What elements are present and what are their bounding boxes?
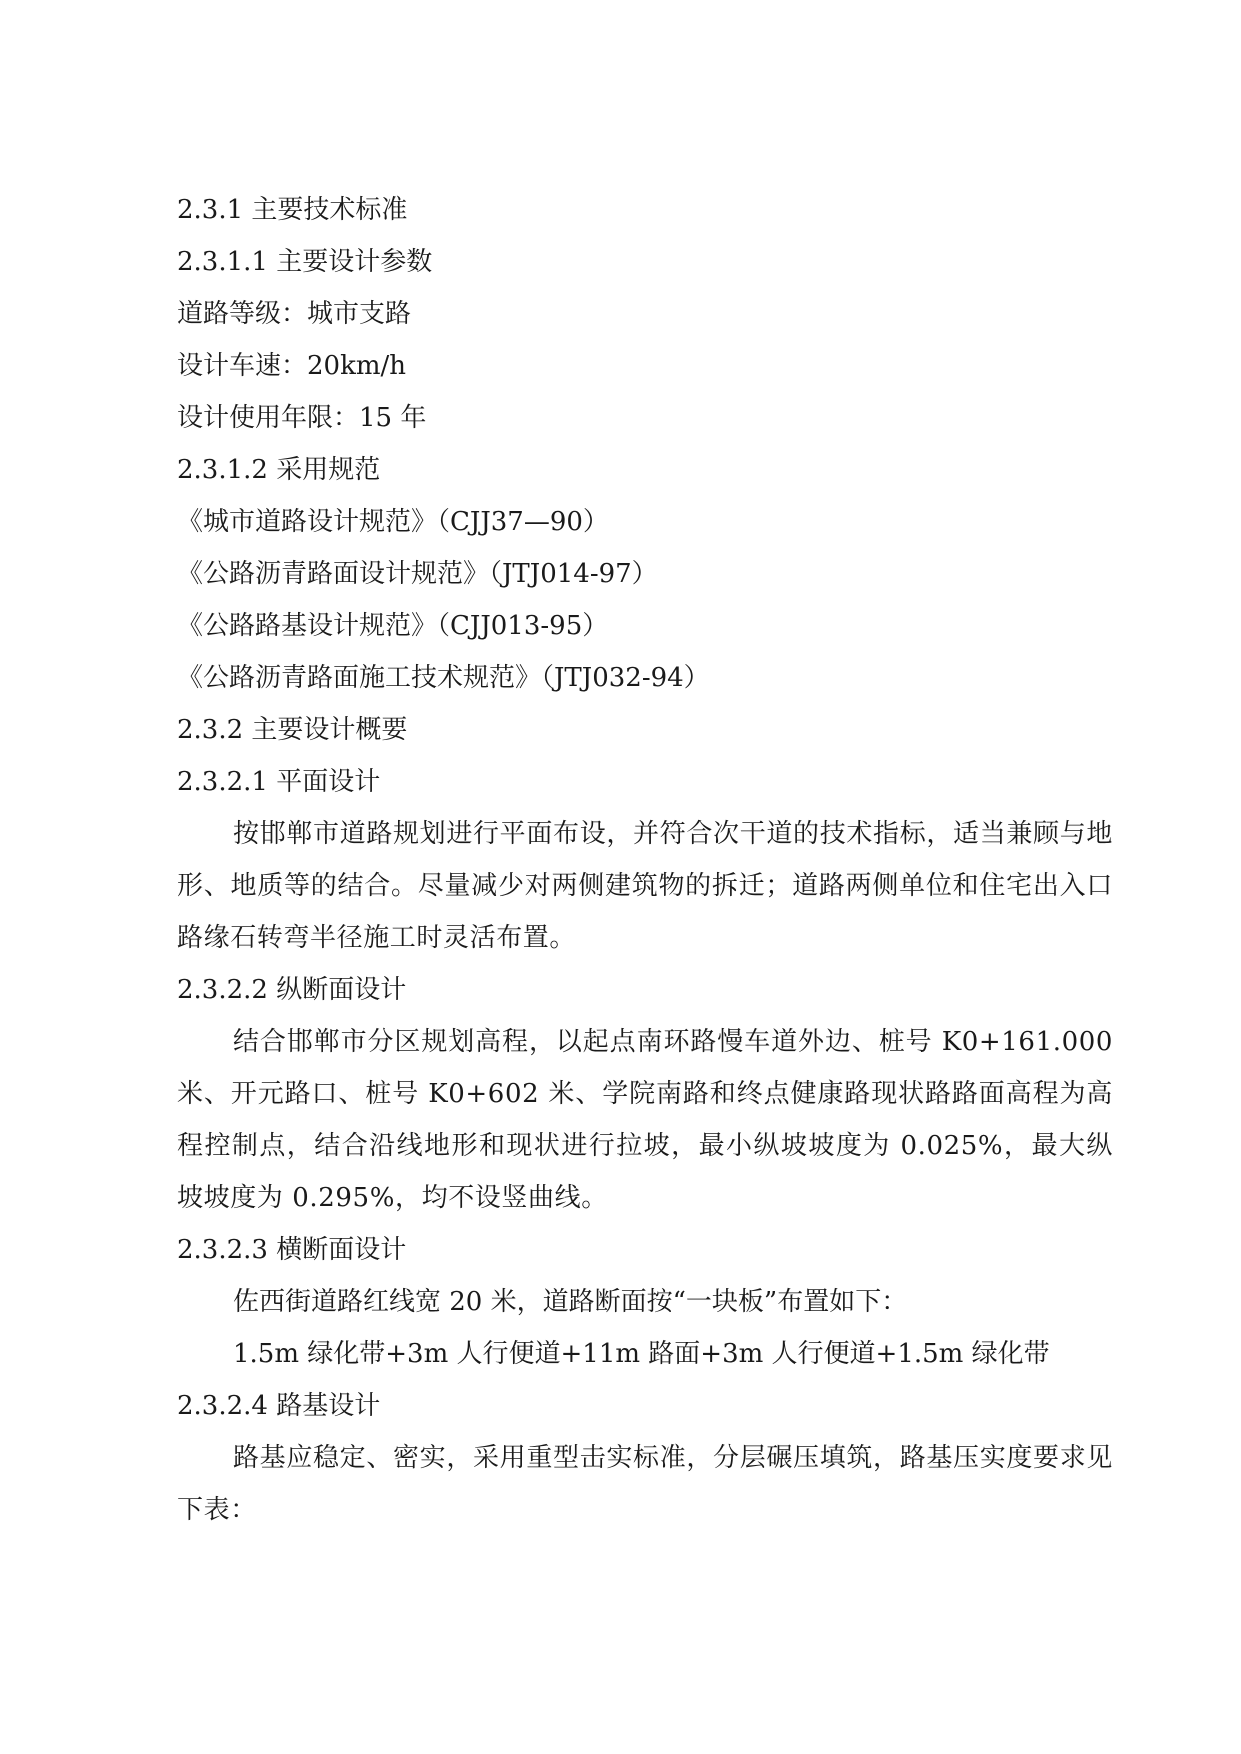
profile-design-paragraph: 结合邯郸市分区规划高程，以起点南环路慢车道外边、桩号 K0+161.000 米、开元路口、桩号 K0+602 米、学院南路和终点健康路现状路路面高程为高程控制点，结合沿线地形和现状进行拉坡，最小纵坡坡度为 0.025%，最大纵坡坡度为 0.295%，均不设竖曲线。 xyxy=(177,1027,1113,1213)
standard-item: 《公路沥青路面施工技术规范》（JTJ032-94） xyxy=(177,663,710,693)
standard-item: 《城市道路设计规范》（CJJ37—90） xyxy=(177,507,609,537)
road-grade-line: 道路等级：城市支路 xyxy=(177,299,412,329)
heading-2-3-2: 2.3.2 主要设计概要 xyxy=(177,715,408,745)
design-speed-line: 设计车速：20km/h xyxy=(177,351,406,381)
standard-item: 《公路沥青路面设计规范》（JTJ014-97） xyxy=(177,559,658,589)
heading-2-3-2-1: 2.3.2.1 平面设计 xyxy=(177,767,381,797)
heading-2-3-1-2: 2.3.1.2 采用规范 xyxy=(177,455,381,485)
cross-section-layout: 1.5m 绿化带+3m 人行便道+11m 路面+3m 人行便道+1.5m 绿化带 xyxy=(233,1339,1050,1369)
heading-2-3-1: 2.3.1 主要技术标准 xyxy=(177,195,408,225)
heading-2-3-2-4: 2.3.2.4 路基设计 xyxy=(177,1391,381,1421)
design-life-line: 设计使用年限：15 年 xyxy=(177,403,427,433)
heading-2-3-2-3: 2.3.2.3 横断面设计 xyxy=(177,1235,407,1265)
standard-item: 《公路路基设计规范》（CJJ013-95） xyxy=(177,611,609,641)
heading-2-3-2-2: 2.3.2.2 纵断面设计 xyxy=(177,975,407,1005)
document-body xyxy=(177,184,1113,1536)
plan-design-paragraph: 按邯郸市道路规划进行平面布设，并符合次干道的技术指标，适当兼顾与地形、地质等的结合。尽量减少对两侧建筑物的拆迁；道路两侧单位和住宅出入口路缘石转弯半径施工时灵活布置。 xyxy=(177,819,1113,953)
cross-section-intro: 佐西街道路红线宽 20 米，道路断面按“一块板”布置如下： xyxy=(233,1287,908,1317)
heading-2-3-1-1: 2.3.1.1 主要设计参数 xyxy=(177,247,433,277)
subgrade-design-paragraph: 路基应稳定、密实，采用重型击实标准，分层碾压填筑，路基压实度要求见下表： xyxy=(177,1443,1113,1525)
